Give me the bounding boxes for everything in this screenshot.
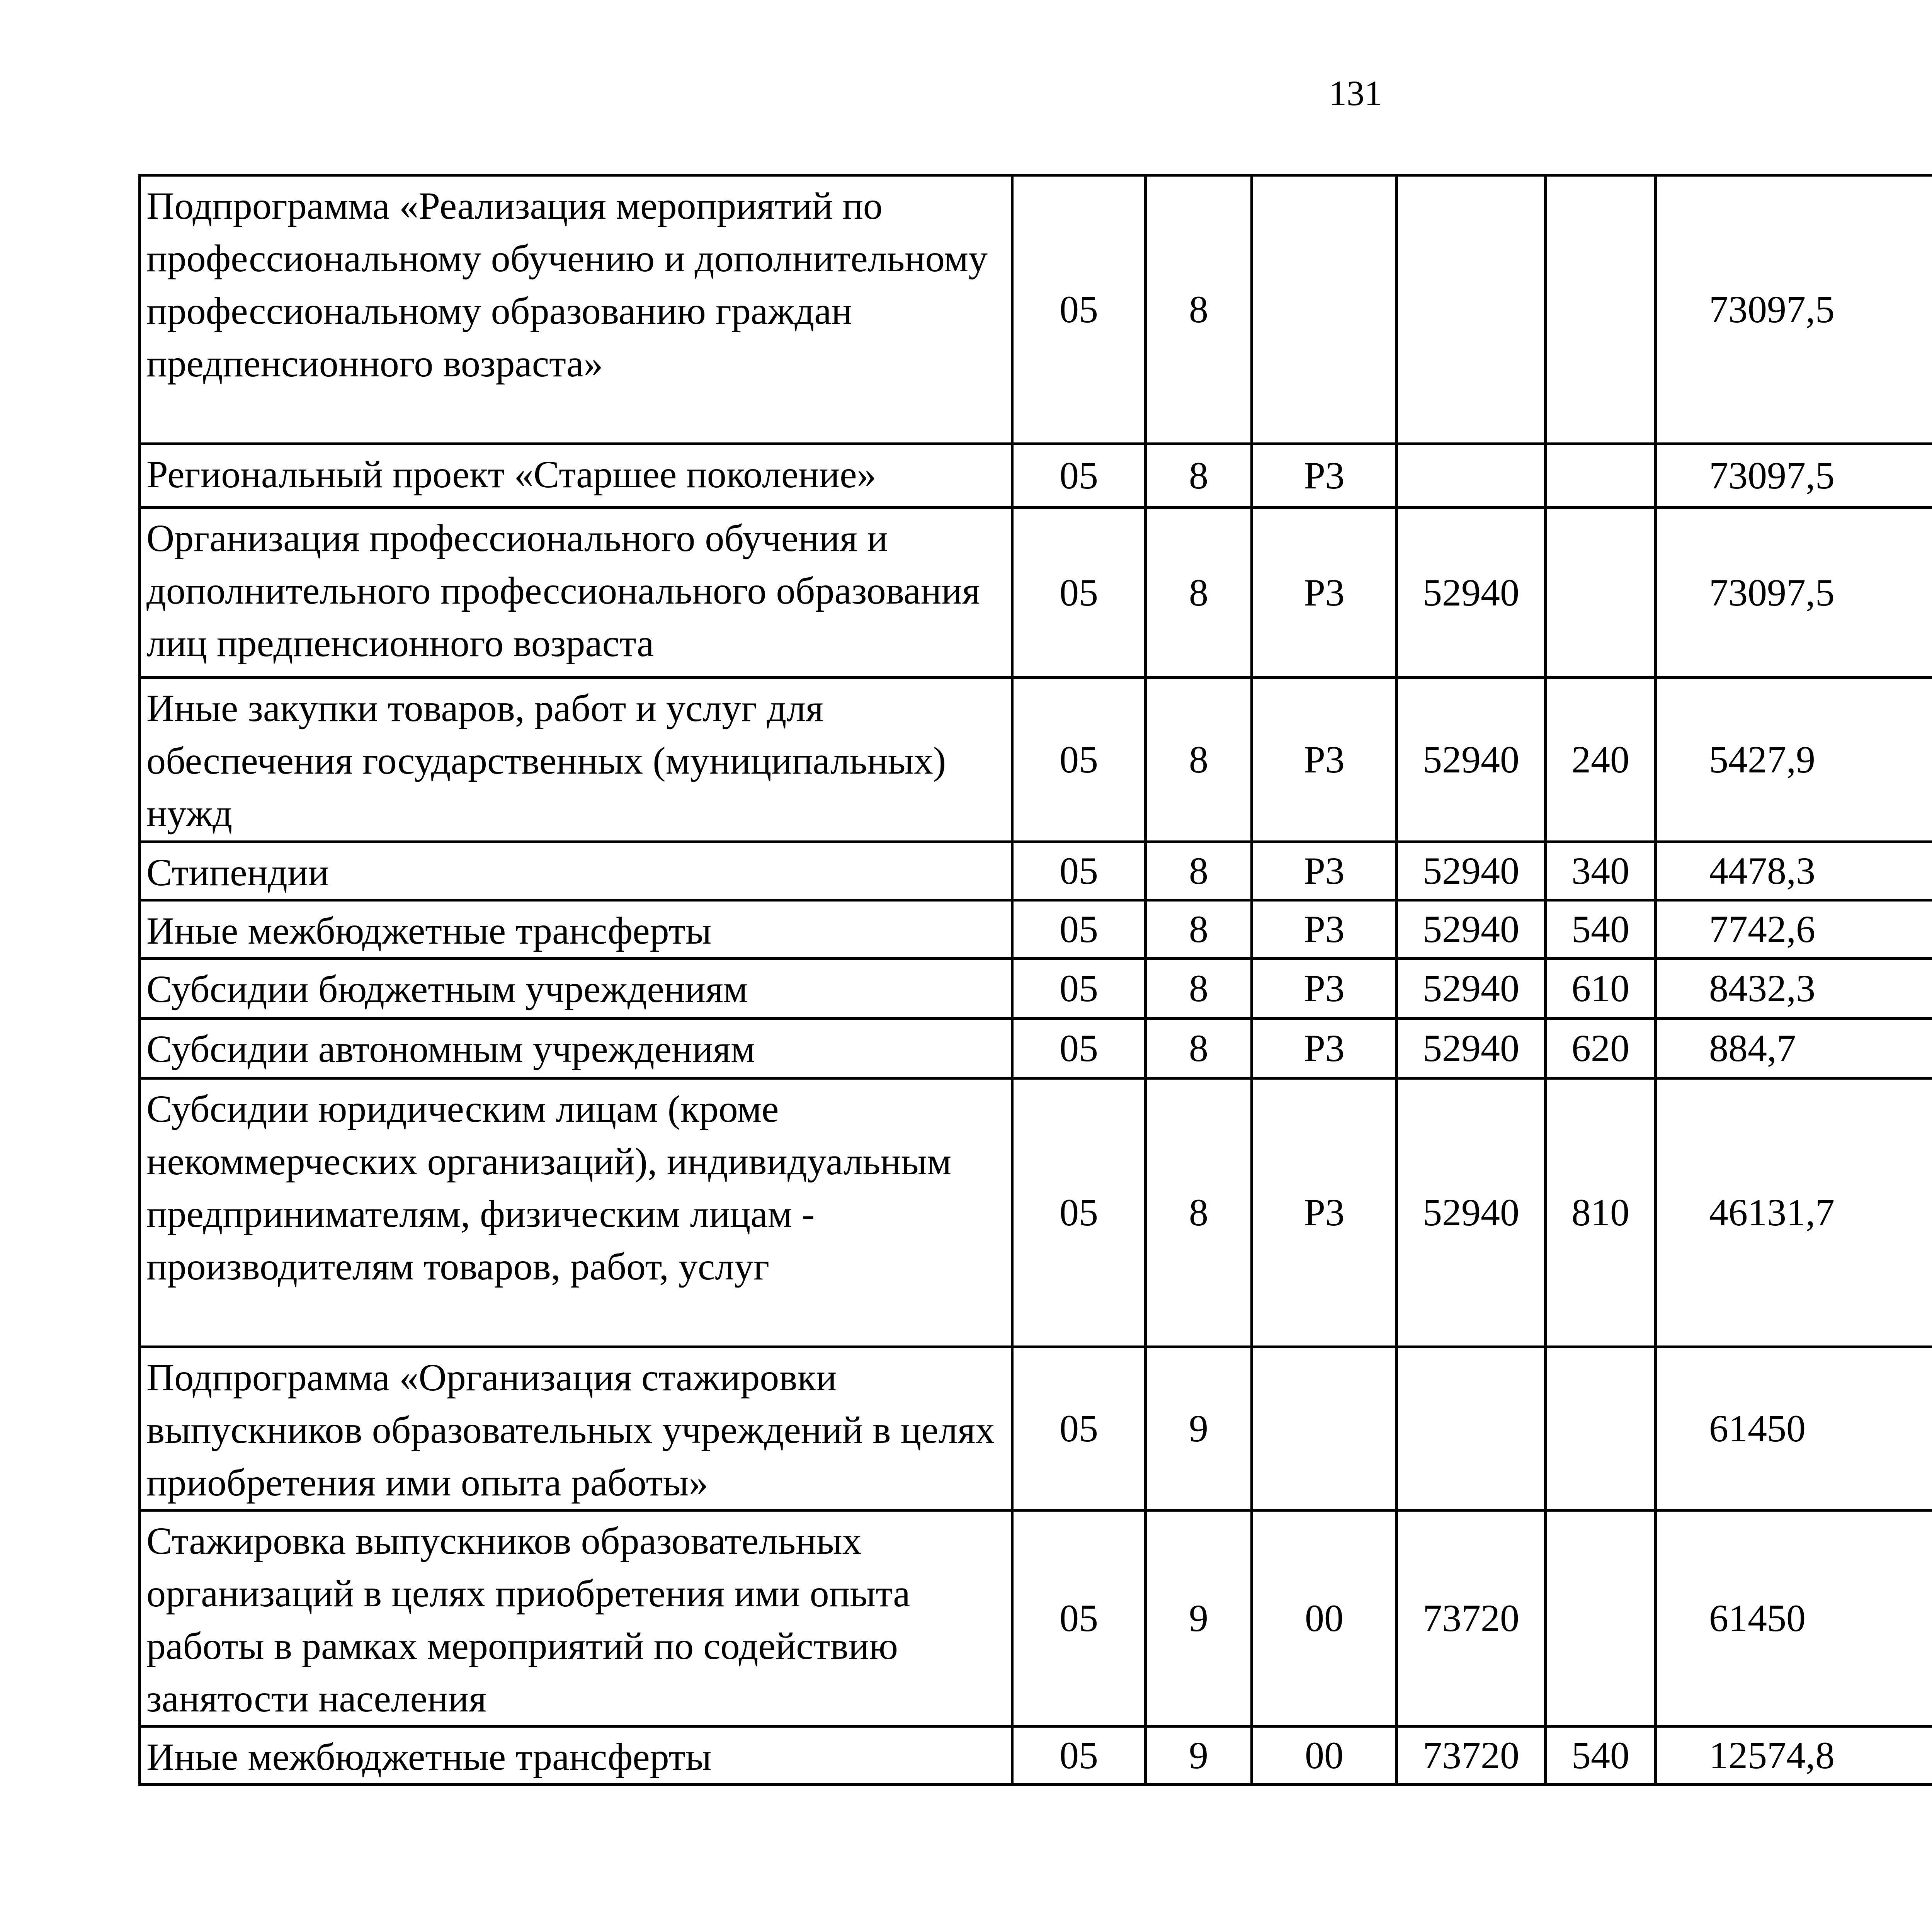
code-subsection: 9 <box>1146 1510 1252 1726</box>
code-target: 52940 <box>1397 842 1546 900</box>
code-section: 05 <box>1012 508 1146 678</box>
code-target <box>1397 1347 1546 1510</box>
table-row <box>140 508 1932 678</box>
code-section: 05 <box>1012 842 1146 900</box>
code-subsection: 8 <box>1146 444 1252 508</box>
code-expense-type <box>1546 1510 1656 1726</box>
sum-year-1: 73097,5 <box>1656 175 1932 444</box>
code-expense-type: 240 <box>1546 678 1656 842</box>
code-subsection: 8 <box>1146 1019 1252 1078</box>
code-program: Р3 <box>1252 444 1397 508</box>
code-subsection: 8 <box>1146 1078 1252 1347</box>
code-target: 52940 <box>1397 678 1546 842</box>
code-subsection: 8 <box>1146 678 1252 842</box>
code-subsection: 8 <box>1146 900 1252 959</box>
code-program <box>1252 1347 1397 1510</box>
sum-year-1: 5427,9 <box>1656 678 1932 842</box>
row-name: Подпрограмма «Реализация мероприятий по профессиональному обучению и дополнительному профессиональному образованию граждан предпенсионного возраста» <box>140 175 1012 444</box>
table-row <box>140 175 1932 444</box>
table-row <box>140 678 1932 842</box>
sum-year-1: 12574,8 <box>1656 1726 1932 1785</box>
code-target: 52940 <box>1397 1019 1546 1078</box>
sum-year-1: 73097,5 <box>1656 444 1932 508</box>
code-expense-type <box>1546 444 1656 508</box>
code-target: 52940 <box>1397 959 1546 1019</box>
table-row <box>140 900 1932 959</box>
row-name: Организация профессионального обучения и дополнительного профессионального образования лиц предпенсионного возраста <box>140 508 1012 678</box>
code-program: Р3 <box>1252 959 1397 1019</box>
row-name: Стажировка выпускников образовательных организаций в целях приобретения ими опыта работы в рамках мероприятий по содействию занятости населения <box>140 1510 1012 1726</box>
sum-year-1: 7742,6 <box>1656 900 1932 959</box>
code-expense-type: 620 <box>1546 1019 1656 1078</box>
budget-table <box>138 174 1932 1786</box>
sum-year-1: 61450 <box>1656 1347 1932 1510</box>
code-program: 00 <box>1252 1510 1397 1726</box>
code-program: Р3 <box>1252 1078 1397 1347</box>
row-name: Иные закупки товаров, работ и услуг для обеспечения государственных (муниципальных) нужд <box>140 678 1012 842</box>
code-program: Р3 <box>1252 508 1397 678</box>
code-program: Р3 <box>1252 842 1397 900</box>
code-expense-type <box>1546 175 1656 444</box>
row-name: Субсидии автономным учреждениям <box>140 1019 1012 1078</box>
code-subsection: 8 <box>1146 508 1252 678</box>
code-expense-type: 540 <box>1546 1726 1656 1785</box>
sum-year-1: 61450 <box>1656 1510 1932 1726</box>
sum-year-1: 73097,5 <box>1656 508 1932 678</box>
code-target: 73720 <box>1397 1726 1546 1785</box>
code-section: 05 <box>1012 959 1146 1019</box>
code-section: 05 <box>1012 175 1146 444</box>
row-name: Стипендии <box>140 842 1012 900</box>
code-expense-type <box>1546 1347 1656 1510</box>
sum-year-1: 884,7 <box>1656 1019 1932 1078</box>
code-program: Р3 <box>1252 900 1397 959</box>
code-section: 05 <box>1012 900 1146 959</box>
code-target <box>1397 175 1546 444</box>
table-row <box>140 1726 1932 1785</box>
code-expense-type: 810 <box>1546 1078 1656 1347</box>
code-program: 00 <box>1252 1726 1397 1785</box>
sum-year-1: 46131,7 <box>1656 1078 1932 1347</box>
code-program: Р3 <box>1252 1019 1397 1078</box>
code-target: 52940 <box>1397 508 1546 678</box>
code-expense-type: 610 <box>1546 959 1656 1019</box>
sum-year-1: 4478,3 <box>1656 842 1932 900</box>
table-row <box>140 1510 1932 1726</box>
sum-year-1: 8432,3 <box>1656 959 1932 1019</box>
code-section: 05 <box>1012 444 1146 508</box>
row-name: Иные межбюджетные трансферты <box>140 1726 1012 1785</box>
code-target <box>1397 444 1546 508</box>
code-subsection: 9 <box>1146 1726 1252 1785</box>
table-row <box>140 1347 1932 1510</box>
code-expense-type: 340 <box>1546 842 1656 900</box>
table-row <box>140 444 1932 508</box>
code-expense-type <box>1546 508 1656 678</box>
row-name: Субсидии бюджетным учреждениям <box>140 959 1012 1019</box>
code-section: 05 <box>1012 678 1146 842</box>
code-section: 05 <box>1012 1510 1146 1726</box>
page-number: 131 <box>1329 73 1382 113</box>
code-program: Р3 <box>1252 678 1397 842</box>
code-target: 52940 <box>1397 900 1546 959</box>
code-expense-type: 540 <box>1546 900 1656 959</box>
code-section: 05 <box>1012 1726 1146 1785</box>
code-subsection: 8 <box>1146 842 1252 900</box>
code-target: 52940 <box>1397 1078 1546 1347</box>
table-row <box>140 1019 1932 1078</box>
code-program <box>1252 175 1397 444</box>
row-name: Региональный проект «Старшее поколение» <box>140 444 1012 508</box>
code-target: 73720 <box>1397 1510 1546 1726</box>
row-name: Иные межбюджетные трансферты <box>140 900 1012 959</box>
code-section: 05 <box>1012 1019 1146 1078</box>
code-section: 05 <box>1012 1078 1146 1347</box>
row-name: Подпрограмма «Организация стажировки выпускников образовательных учреждений в целях приобретения ими опыта работы» <box>140 1347 1012 1510</box>
table-row <box>140 959 1932 1019</box>
code-section: 05 <box>1012 1347 1146 1510</box>
code-subsection: 8 <box>1146 175 1252 444</box>
code-subsection: 8 <box>1146 959 1252 1019</box>
row-name: Субсидии юридическим лицам (кроме некоммерческих организаций), индивидуальным предпринимателям, физическим лицам - производителям товаров, работ, услуг <box>140 1078 1012 1347</box>
table-row <box>140 842 1932 900</box>
code-subsection: 9 <box>1146 1347 1252 1510</box>
table-row <box>140 1078 1932 1347</box>
